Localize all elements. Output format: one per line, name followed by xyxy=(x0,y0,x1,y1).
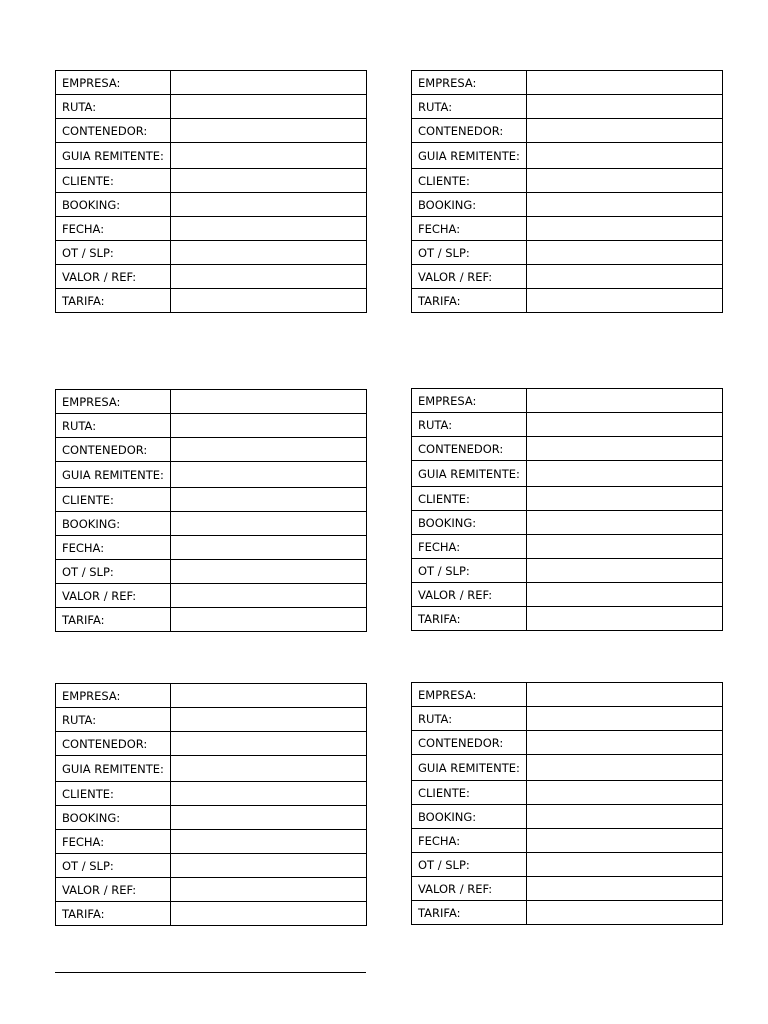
shipment-form xyxy=(411,388,723,631)
field-label: EMPRESA: xyxy=(56,390,171,414)
field-label: EMPRESA: xyxy=(412,683,527,707)
field-value-cell[interactable] xyxy=(527,143,723,169)
form-row xyxy=(56,756,367,782)
field-value-cell[interactable] xyxy=(527,389,723,413)
form-row xyxy=(56,830,367,854)
field-label: VALOR / REF: xyxy=(412,583,527,607)
field-value-cell[interactable] xyxy=(527,71,723,95)
field-value-cell[interactable] xyxy=(171,608,367,632)
form-row xyxy=(412,853,723,877)
field-value-cell[interactable] xyxy=(171,390,367,414)
form-row xyxy=(56,289,367,313)
field-label: RUTA: xyxy=(56,414,171,438)
field-value-cell[interactable] xyxy=(171,241,367,265)
field-label: CONTENEDOR: xyxy=(56,732,171,756)
field-value-cell[interactable] xyxy=(527,511,723,535)
form-row xyxy=(56,265,367,289)
field-value-cell[interactable] xyxy=(171,756,367,782)
field-value-cell[interactable] xyxy=(527,535,723,559)
field-label: FECHA: xyxy=(412,535,527,559)
field-value-cell[interactable] xyxy=(527,683,723,707)
field-value-cell[interactable] xyxy=(527,95,723,119)
form-row xyxy=(412,71,723,95)
form-row xyxy=(412,731,723,755)
form-row xyxy=(412,683,723,707)
field-value-cell[interactable] xyxy=(171,854,367,878)
form-row xyxy=(412,781,723,805)
field-value-cell[interactable] xyxy=(171,169,367,193)
form-row xyxy=(56,488,367,512)
field-label: CLIENTE: xyxy=(412,781,527,805)
field-value-cell[interactable] xyxy=(527,169,723,193)
field-value-cell[interactable] xyxy=(527,461,723,487)
field-label: EMPRESA: xyxy=(412,389,527,413)
form-row xyxy=(56,560,367,584)
field-value-cell[interactable] xyxy=(171,902,367,926)
field-label: BOOKING: xyxy=(56,806,171,830)
field-label: VALOR / REF: xyxy=(56,878,171,902)
form-row xyxy=(412,583,723,607)
field-value-cell[interactable] xyxy=(171,830,367,854)
field-label: VALOR / REF: xyxy=(56,265,171,289)
form-row xyxy=(56,536,367,560)
field-label: CLIENTE: xyxy=(412,487,527,511)
form-row xyxy=(412,241,723,265)
form-row xyxy=(412,607,723,631)
field-value-cell[interactable] xyxy=(171,217,367,241)
field-value-cell[interactable] xyxy=(527,265,723,289)
form-row xyxy=(412,265,723,289)
field-label: GUIA REMITENTE: xyxy=(56,462,171,488)
form-row xyxy=(56,71,367,95)
form-row xyxy=(412,217,723,241)
field-value-cell[interactable] xyxy=(171,119,367,143)
field-value-cell[interactable] xyxy=(527,413,723,437)
field-label: TARIFA: xyxy=(56,289,171,313)
field-label: CONTENEDOR: xyxy=(56,438,171,462)
field-value-cell[interactable] xyxy=(527,193,723,217)
field-label: FECHA: xyxy=(412,217,527,241)
field-label: OT / SLP: xyxy=(412,559,527,583)
field-value-cell[interactable] xyxy=(171,289,367,313)
form-row xyxy=(56,878,367,902)
field-label: CLIENTE: xyxy=(56,169,171,193)
field-label: GUIA REMITENTE: xyxy=(412,755,527,781)
field-value-cell[interactable] xyxy=(527,853,723,877)
field-label: EMPRESA: xyxy=(56,71,171,95)
field-value-cell[interactable] xyxy=(527,583,723,607)
field-value-cell[interactable] xyxy=(527,607,723,631)
shipment-form xyxy=(411,682,723,925)
field-label: FECHA: xyxy=(56,536,171,560)
form-row xyxy=(412,535,723,559)
field-label: OT / SLP: xyxy=(412,853,527,877)
field-value-cell[interactable] xyxy=(171,782,367,806)
field-value-cell[interactable] xyxy=(171,708,367,732)
shipment-form xyxy=(55,389,367,632)
field-label: OT / SLP: xyxy=(56,854,171,878)
field-label: CONTENEDOR: xyxy=(412,119,527,143)
field-value-cell[interactable] xyxy=(171,414,367,438)
form-row xyxy=(56,512,367,536)
field-label: RUTA: xyxy=(56,708,171,732)
field-label: TARIFA: xyxy=(56,608,171,632)
form-row xyxy=(56,902,367,926)
field-value-cell[interactable] xyxy=(527,731,723,755)
form-row xyxy=(412,119,723,143)
field-value-cell[interactable] xyxy=(527,559,723,583)
form-row xyxy=(412,901,723,925)
field-label: CONTENEDOR: xyxy=(412,437,527,461)
form-row xyxy=(56,462,367,488)
form-row xyxy=(56,708,367,732)
form-row xyxy=(412,559,723,583)
field-value-cell[interactable] xyxy=(171,143,367,169)
shipment-form xyxy=(55,70,367,313)
field-label: TARIFA: xyxy=(412,289,527,313)
field-label: EMPRESA: xyxy=(56,684,171,708)
form-row xyxy=(56,732,367,756)
field-label: FECHA: xyxy=(56,830,171,854)
field-label: BOOKING: xyxy=(412,193,527,217)
field-value-cell[interactable] xyxy=(171,684,367,708)
form-row xyxy=(56,143,367,169)
field-value-cell[interactable] xyxy=(171,512,367,536)
shipment-form xyxy=(55,683,367,926)
field-label: GUIA REMITENTE: xyxy=(56,756,171,782)
field-value-cell[interactable] xyxy=(171,71,367,95)
field-value-cell[interactable] xyxy=(527,901,723,925)
form-row xyxy=(56,95,367,119)
form-row xyxy=(56,782,367,806)
field-label: CONTENEDOR: xyxy=(56,119,171,143)
form-row xyxy=(56,684,367,708)
form-row xyxy=(412,193,723,217)
field-label: VALOR / REF: xyxy=(412,265,527,289)
field-value-cell[interactable] xyxy=(171,193,367,217)
field-value-cell[interactable] xyxy=(527,707,723,731)
field-label: TARIFA: xyxy=(412,901,527,925)
field-label: BOOKING: xyxy=(56,193,171,217)
field-value-cell[interactable] xyxy=(171,536,367,560)
field-label: CLIENTE: xyxy=(412,169,527,193)
field-label: CONTENEDOR: xyxy=(412,731,527,755)
field-value-cell[interactable] xyxy=(527,829,723,853)
form-row xyxy=(412,95,723,119)
field-label: RUTA: xyxy=(412,707,527,731)
field-value-cell[interactable] xyxy=(171,806,367,830)
form-row xyxy=(412,805,723,829)
signature-line xyxy=(55,972,366,973)
field-label: RUTA: xyxy=(412,413,527,437)
form-row xyxy=(56,217,367,241)
field-value-cell[interactable] xyxy=(171,95,367,119)
form-row xyxy=(56,193,367,217)
field-label: GUIA REMITENTE: xyxy=(56,143,171,169)
field-value-cell[interactable] xyxy=(527,119,723,143)
field-label: OT / SLP: xyxy=(412,241,527,265)
field-value-cell[interactable] xyxy=(527,217,723,241)
field-value-cell[interactable] xyxy=(171,488,367,512)
field-label: VALOR / REF: xyxy=(56,584,171,608)
field-value-cell[interactable] xyxy=(527,877,723,901)
form-row xyxy=(412,487,723,511)
field-label: OT / SLP: xyxy=(56,560,171,584)
form-row xyxy=(56,119,367,143)
form-row xyxy=(56,806,367,830)
field-value-cell[interactable] xyxy=(171,462,367,488)
field-value-cell[interactable] xyxy=(171,878,367,902)
form-row xyxy=(412,511,723,535)
form-row xyxy=(412,437,723,461)
field-value-cell[interactable] xyxy=(527,289,723,313)
field-label: CLIENTE: xyxy=(56,782,171,806)
field-label: EMPRESA: xyxy=(412,71,527,95)
field-value-cell[interactable] xyxy=(171,732,367,756)
form-row xyxy=(412,289,723,313)
field-label: CLIENTE: xyxy=(56,488,171,512)
field-label: TARIFA: xyxy=(412,607,527,631)
form-row xyxy=(56,854,367,878)
form-row xyxy=(56,169,367,193)
form-row xyxy=(412,755,723,781)
field-value-cell[interactable] xyxy=(527,241,723,265)
field-value-cell[interactable] xyxy=(171,584,367,608)
field-label: OT / SLP: xyxy=(56,241,171,265)
field-value-cell[interactable] xyxy=(527,805,723,829)
field-label: BOOKING: xyxy=(56,512,171,536)
field-label: TARIFA: xyxy=(56,902,171,926)
field-label: FECHA: xyxy=(412,829,527,853)
form-row xyxy=(412,169,723,193)
form-row xyxy=(56,390,367,414)
field-label: GUIA REMITENTE: xyxy=(412,143,527,169)
field-label: FECHA: xyxy=(56,217,171,241)
field-value-cell[interactable] xyxy=(527,755,723,781)
field-label: BOOKING: xyxy=(412,511,527,535)
form-row xyxy=(412,143,723,169)
form-row xyxy=(412,461,723,487)
field-value-cell[interactable] xyxy=(527,781,723,805)
form-row xyxy=(56,608,367,632)
form-row xyxy=(56,438,367,462)
field-label: RUTA: xyxy=(56,95,171,119)
field-label: RUTA: xyxy=(412,95,527,119)
form-row xyxy=(412,707,723,731)
form-row xyxy=(56,584,367,608)
form-row xyxy=(56,414,367,438)
form-row xyxy=(56,241,367,265)
form-row xyxy=(412,829,723,853)
form-row xyxy=(412,413,723,437)
shipment-form xyxy=(411,70,723,313)
form-row xyxy=(412,389,723,413)
form-row xyxy=(412,877,723,901)
field-label: VALOR / REF: xyxy=(412,877,527,901)
field-value-cell[interactable] xyxy=(171,560,367,584)
field-value-cell[interactable] xyxy=(171,265,367,289)
field-value-cell[interactable] xyxy=(527,437,723,461)
field-label: BOOKING: xyxy=(412,805,527,829)
field-value-cell[interactable] xyxy=(171,438,367,462)
field-label: GUIA REMITENTE: xyxy=(412,461,527,487)
field-value-cell[interactable] xyxy=(527,487,723,511)
